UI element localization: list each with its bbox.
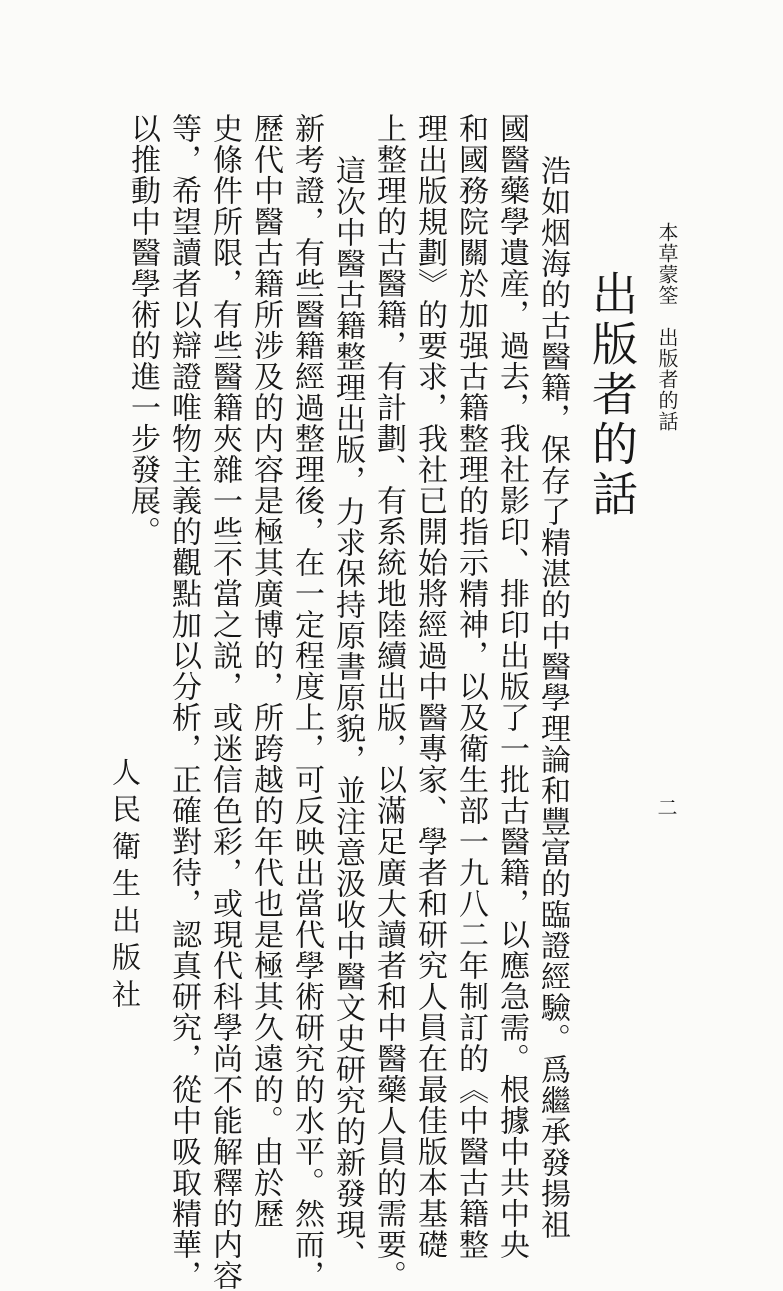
body-column-7: 新考證，有些醫籍經過整理後，在一定程度上，可反映出當代學術研究的水平。然而， <box>289 113 324 1291</box>
body-column-9: 史條件所限，有些醫籍夾雜一些不當之説，或迷信色彩，或現代科學尚不能解釋的内容 <box>207 113 242 1291</box>
page-number: 二 <box>654 797 678 817</box>
body-column-6: 這次中醫古籍整理出版，力求保持原書原貌，並注意汲收中醫文史研究的新發現、 <box>330 155 365 1271</box>
body-column-3: 和國務院關於加强古籍整理的指示精神，以及衛生部一九八二年制訂的《中醫古籍整 <box>453 113 488 1260</box>
body-column-8: 歷代中醫古籍所涉及的内容是極其廣博的，所跨越的年代也是極其久遠的。由於歷 <box>248 113 283 1229</box>
running-header: 本草蒙筌 出版者的話 <box>655 222 679 432</box>
body-column-11: 以推動中醫學術的進一步發展。 <box>125 113 160 547</box>
body-column-4: 理出版規劃》的要求，我社已開始將經過中醫專家、學者和研究人員在最佳版本基礎 <box>412 113 447 1260</box>
body-column-10: 等，希望讀者以辯證唯物主義的觀點加以分析，正確對待，認真研究，從中吸取精華， <box>166 113 201 1291</box>
body-column-5: 上整理的古醫籍，有計劃、有系統地陸續出版，以滿足廣大讀者和中醫藥人員的需要。 <box>371 113 406 1291</box>
page-title: 出版者的話 <box>585 270 639 520</box>
body-column-1: 浩如烟海的古醫籍，保存了精湛的中醫學理論和豐富的臨證經驗。爲繼承發揚祖 <box>535 155 570 1240</box>
publisher-signature: 人民衛生出版社 <box>108 757 142 1016</box>
body-column-2: 國醫藥學遺産，過去，我社影印、排印出版了一批古醫籍，以應急需。根據中共中央 <box>494 113 529 1260</box>
